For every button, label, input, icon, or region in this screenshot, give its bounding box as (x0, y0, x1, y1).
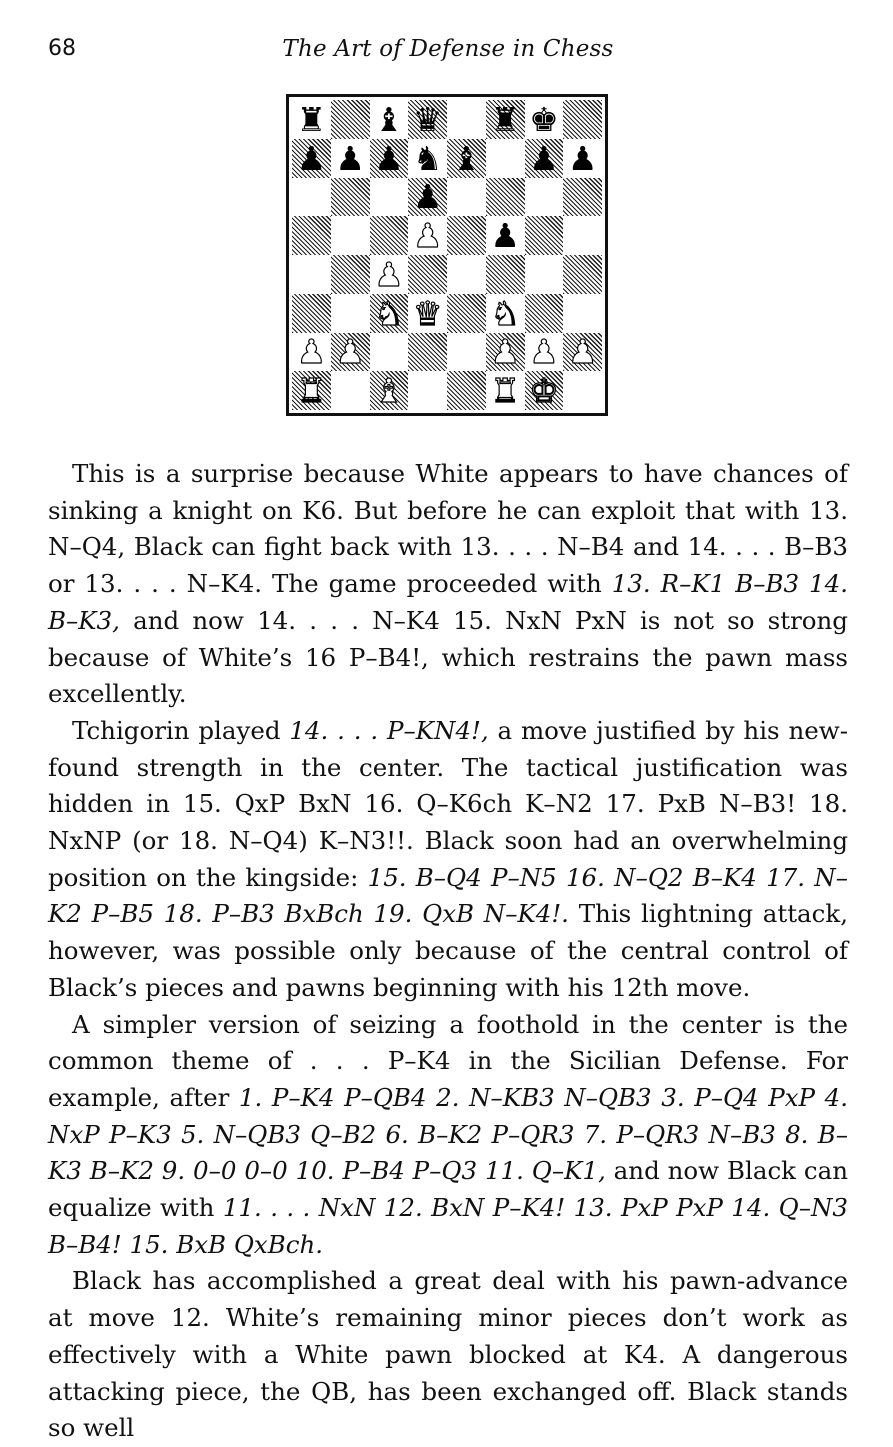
text-run: and now 14. . . . N–K4 15. NxN PxN is not so strong because of White’s 16 P–B4!, which restrains the pawn mass excellently. (48, 605, 848, 709)
board-square (447, 139, 486, 178)
text-run: Tchigorin played (72, 715, 290, 745)
body-text (48, 456, 848, 1447)
board-square (331, 294, 370, 333)
black-pawn-icon: ♟ (490, 216, 520, 255)
board-square (563, 100, 602, 139)
board-square (525, 100, 564, 139)
black-queen-icon: ♛ (412, 100, 443, 139)
move-notation: 14. . . . P–KN4!, (289, 715, 489, 745)
board-square (370, 100, 409, 139)
board-square (292, 255, 331, 294)
black-pawn-icon: ♟ (529, 138, 559, 178)
board-square (408, 178, 447, 217)
page-header (48, 36, 848, 70)
black-bishop-icon: ♝ (451, 138, 482, 178)
board-square (331, 371, 370, 410)
text-run: and now Black can equalize with (48, 1156, 849, 1223)
white-pawn-icon: ♟ (412, 216, 443, 255)
board-square (486, 333, 525, 372)
board-square (292, 100, 331, 139)
board-square (292, 333, 331, 372)
board-square (447, 216, 486, 255)
white-bishop-icon: ♝ (374, 371, 404, 410)
white-king-icon: ♚ (529, 371, 559, 410)
board-square (563, 216, 602, 255)
board-square (486, 178, 525, 217)
white-pawn-icon: ♟ (335, 332, 365, 372)
black-knight-icon: ♞ (412, 138, 443, 178)
board-square (370, 216, 409, 255)
board-square (486, 139, 525, 178)
board-square (370, 294, 409, 333)
board-square (447, 100, 486, 139)
board-square (525, 333, 564, 372)
board-square (331, 178, 370, 217)
black-rook-icon: ♜ (296, 100, 327, 139)
board-square (331, 216, 370, 255)
board-square (563, 294, 602, 333)
board-square (370, 139, 409, 178)
board-square (408, 100, 447, 139)
board-square (525, 178, 564, 217)
white-knight-icon: ♞ (490, 293, 520, 333)
board-square (331, 139, 370, 178)
board-square (447, 255, 486, 294)
text-run: A simpler version of seizing a foothold in the center is the common theme of . . . P–K4 in the Sicilian Defense. For example, after (48, 1009, 848, 1112)
board-square (447, 294, 486, 333)
board-square (370, 333, 409, 372)
board-square (331, 255, 370, 294)
board-square (408, 294, 447, 333)
board-square (563, 333, 602, 372)
board-square (563, 371, 602, 410)
black-pawn-icon: ♟ (567, 138, 598, 178)
board-square (486, 216, 525, 255)
board-square (525, 371, 564, 410)
black-rook-icon: ♜ (490, 100, 520, 139)
paragraph (48, 456, 848, 713)
board-square (331, 333, 370, 372)
black-pawn-icon: ♟ (296, 138, 327, 178)
paragraph (48, 1007, 848, 1264)
white-pawn-icon: ♟ (374, 255, 404, 294)
board-square (370, 178, 409, 217)
board-square (447, 333, 486, 372)
text-run: This lightning attack, however, was possible only because of the central control of Black’s pieces and pawns beginning with his 12th move. (48, 899, 848, 1002)
white-rook-icon: ♜ (296, 371, 327, 410)
chess-diagram (286, 94, 608, 416)
white-queen-icon: ♛ (412, 293, 443, 333)
board-square (525, 139, 564, 178)
board-square (292, 371, 331, 410)
board-square (447, 178, 486, 217)
black-pawn-icon: ♟ (335, 138, 365, 178)
board-square (525, 216, 564, 255)
chess-board (292, 100, 602, 410)
black-pawn-icon: ♟ (374, 138, 404, 178)
board-square (370, 255, 409, 294)
board-square (370, 371, 409, 410)
board-square (486, 371, 525, 410)
board-square (292, 216, 331, 255)
board-square (292, 139, 331, 178)
white-knight-icon: ♞ (374, 293, 404, 333)
board-square (486, 100, 525, 139)
board-square (292, 294, 331, 333)
board-square (408, 216, 447, 255)
board-square (447, 371, 486, 410)
board-square (525, 255, 564, 294)
black-pawn-icon: ♟ (412, 177, 443, 217)
board-square (331, 100, 370, 139)
board-square (408, 371, 447, 410)
white-pawn-icon: ♟ (490, 332, 520, 372)
move-notation: 15. B–Q4 P–N5 16. N–Q2 B–K4 17. N–K2 P–B5 18. P–B3 BxBch 19. QxB N–K4!. (48, 862, 848, 929)
board-square (408, 255, 447, 294)
board-square (563, 178, 602, 217)
text-run: This is a surprise because White appears to have chances of sinking a knight on K6. But before he can exploit that with 13. N–Q4, Black can fight back with 13. . . . N–B4 and 14. . . . B–B3 or 13. . . . N–K4. The game proceeded with (48, 459, 848, 599)
paragraph (48, 713, 848, 1007)
move-notation: 11. . . . NxN 12. BxN P–K4! 13. PxP PxP 14. Q–N3 B–B4! 15. BxB QxBch. (48, 1193, 848, 1259)
board-square (563, 255, 602, 294)
paragraph (48, 1263, 848, 1447)
white-pawn-icon: ♟ (529, 332, 559, 372)
board-square (408, 139, 447, 178)
page-number: 68 (48, 36, 76, 61)
board-square (563, 139, 602, 178)
text-run: a move justified by his new-found strength in the center. The tactical justification was hidden in 15. QxP BxN 16. Q–K6ch K–N2 17. PxB N–B3! 18. NxNP (or 18. N–Q4) K–N3!!. Black soon had an overwhelming position on the kingside: (48, 715, 848, 892)
board-square (408, 333, 447, 372)
text-run: Black has accomplished a great deal with his pawn-advance at move 12. White’s remaining minor pieces don’t work as effectively with a White pawn blocked at K4. A dangerous attacking piece, the QB, has been exchanged off. Black stands so well (48, 1266, 848, 1443)
running-title: The Art of Defense in Chess (282, 36, 614, 62)
move-notation: 1. P–K4 P–QB4 2. N–KB3 N–QB3 3. P–Q4 PxP 4. NxP P–K3 5. N–QB3 Q–B2 6. B–K2 P–QR3 7. P–QR3 N–B3 8. B–K3 B–K2 9. 0–0 0–0 10. P–B4 P–Q3 11. Q–K1, (48, 1082, 848, 1186)
black-bishop-icon: ♝ (374, 100, 404, 139)
move-notation: 13. R–K1 B–B3 14. B–K3, (48, 569, 848, 635)
white-rook-icon: ♜ (490, 371, 520, 410)
board-square (525, 294, 564, 333)
black-king-icon: ♚ (529, 100, 559, 139)
board-square (292, 178, 331, 217)
board-square (486, 294, 525, 333)
white-pawn-icon: ♟ (567, 332, 598, 372)
board-square (486, 255, 525, 294)
white-pawn-icon: ♟ (296, 332, 327, 372)
